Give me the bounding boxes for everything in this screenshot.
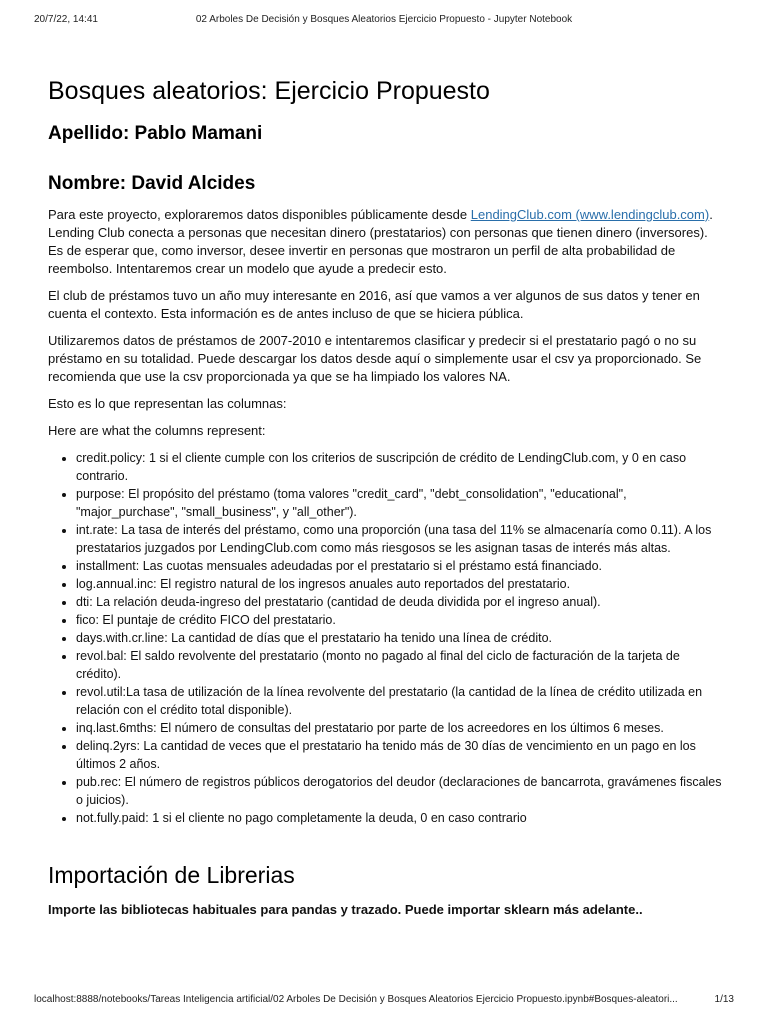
page-number: 1/13 (714, 994, 734, 1005)
list-item: • inq.last.6mths: El número de consultas del prestatario por parte de los acreedores en los últimos 6 meses. (76, 719, 724, 737)
context-paragraph: El club de préstamos tuvo un año muy interesante en 2016, así que vamos a ver algunos de sus datos y tener en cuenta el contexto. Esta información es de antes incluso de que se hiciera pública. (48, 288, 700, 321)
section-heading-import: Importación de Librerias (48, 862, 295, 888)
intro-text-post: . Lending Club conecta a personas que necesitan dinero (prestatarios) con personas que tienen dinero (inversores). Es de esperar que, como inversor, desee invertir en personas que mostraron un perfil de alta probabilidad de reembolso. Intentaremos crear un modelo que ayude a predecir esto. (48, 207, 713, 276)
list-item: • revol.util:La tasa de utilización de la línea revolvente del prestatario (la cantidad de la línea de crédito utilizada en relación con el crédito total disponible). (76, 683, 724, 719)
columns-list (48, 449, 724, 827)
list-item: • int.rate: La tasa de interés del préstamo, como una proporción (una tasa del 11% se almacenaría como 0.11). A los prestatarios juzgados por LendingClub.com como más riesgosos se les asignan tasas de interés más altas. (76, 521, 724, 557)
columns-intro-en: Here are what the columns represent: (48, 423, 266, 438)
print-url: localhost:8888/notebooks/Tareas Inteligencia artificial/02 Arboles De Decisión y Bosques Aleatorios Ejercicio Propuesto.ipynb#Bosques-aleatori... (34, 994, 678, 1005)
data-paragraph: Utilizaremos datos de préstamos de 2007-2010 e intentaremos clasificar y predecir si el prestatario pagó o no su préstamo en su totalidad. Puede descargar los datos desde aquí o simplemente usar el csv ya proporcionado. Se recomienda que use la csv proporcionada ya que se ha limpiado los valores NA. (48, 333, 702, 384)
print-page-title: 02 Arboles De Decisión y Bosques Aleatorios Ejercicio Propuesto - Jupyter Notebook (195, 14, 573, 25)
list-item: • dti: La relación deuda-ingreso del prestatario (cantidad de deuda dividida por el ingreso anual). (76, 593, 724, 611)
list-item: • installment: Las cuotas mensuales adeudadas por el prestatario si el préstamo está financiado. (76, 557, 724, 575)
list-item: • not.fully.paid: 1 si el cliente no pago completamente la deuda, 0 en caso contrario (76, 809, 724, 827)
notebook-content (48, 76, 724, 928)
columns-intro-es: Esto es lo que representan las columnas: (48, 396, 287, 411)
list-item: • revol.bal: El saldo revolvente del prestatario (monto no pagado al final del ciclo de facturación de la tarjeta de crédito). (76, 647, 724, 683)
import-instruction: Importe las bibliotecas habituales para pandas y trazado. Puede importar sklearn más adelante.. (48, 902, 643, 917)
nombre-heading: Nombre: David Alcides (48, 173, 256, 194)
list-item: • days.with.cr.line: La cantidad de días que el prestatario ha tenido una línea de crédito. (76, 629, 724, 647)
list-item: • log.annual.inc: El registro natural de los ingresos anuales auto reportados del prestatario. (76, 575, 724, 593)
doc-title: Bosques aleatorios: Ejercicio Propuesto (48, 77, 490, 105)
print-datetime: 20/7/22, 14:41 (34, 14, 98, 25)
intro-text-pre: Para este proyecto, exploraremos datos disponibles públicamente desde (48, 207, 471, 222)
list-item: • fico: El puntaje de crédito FICO del prestatario. (76, 611, 724, 629)
list-item: • credit.policy: 1 si el cliente cumple con los criterios de suscripción de crédito de LendingClub.com, y 0 en caso contrario. (76, 449, 724, 485)
list-item: • pub.rec: El número de registros públicos derogatorios del deudor (declaraciones de bancarrota, gravámenes fiscales o juicios). (76, 773, 724, 809)
apellido-heading: Apellido: Pablo Mamani (48, 123, 263, 144)
list-item: • delinq.2yrs: La cantidad de veces que el prestatario ha tenido más de 30 días de vencimiento en un pago en los últimos 2 años. (76, 737, 724, 773)
intro-paragraph (48, 206, 724, 278)
lendingclub-link[interactable]: LendingClub.com (www.lendingclub.com) (470, 207, 710, 222)
list-item: • purpose: El propósito del préstamo (toma valores "credit_card", "debt_consolidation", "educational", "major_purchase", "small_business", y "all_other"). (76, 485, 724, 521)
